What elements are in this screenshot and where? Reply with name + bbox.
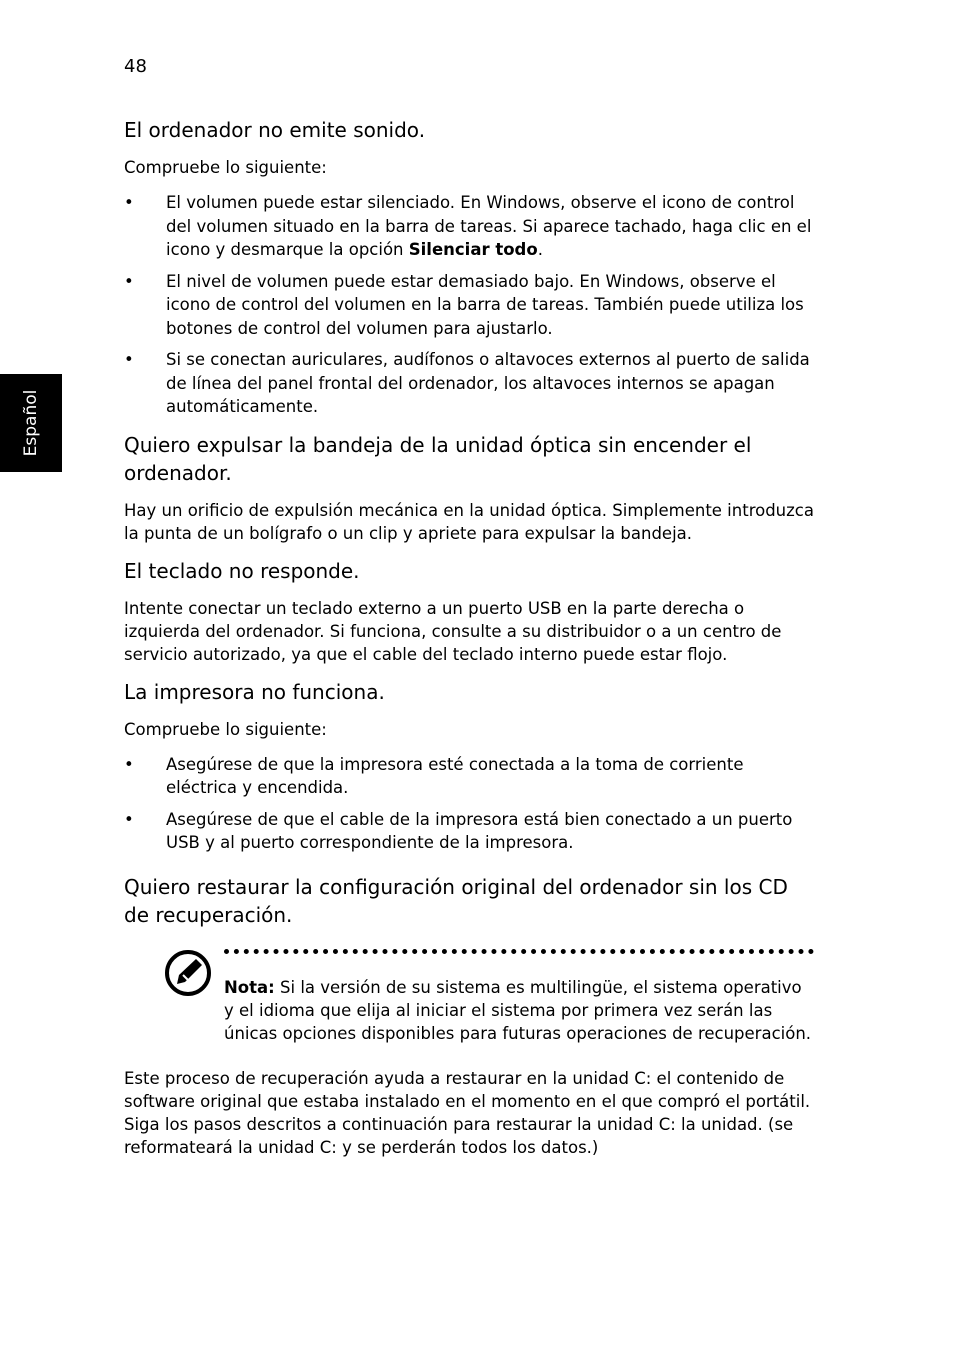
bullet-icon: •: [124, 271, 134, 291]
list-item-text: Si se conectan auriculares, audífonos o altavoces externos al puerto de salida de línea del panel frontal del ordenador, los altavoces internos se apagan automáticamente.: [166, 350, 810, 416]
language-side-tab: [0, 374, 62, 472]
section-intro: Compruebe lo siguiente:: [124, 158, 327, 177]
language-side-tab-label: Español: [21, 389, 41, 457]
note-box: [164, 949, 814, 1045]
page-content: [124, 116, 814, 1171]
bullet-icon: •: [124, 809, 134, 829]
list-item: [124, 348, 814, 419]
section-body: Hay un orificio de expulsión mecánica en la unidad óptica. Simplemente introduzca la punta de un bolígrafo o un clip y apriete para expulsar la bandeja.: [124, 500, 814, 543]
list-item: [124, 270, 814, 341]
note-text: [224, 976, 814, 1045]
note-icon: [164, 949, 212, 997]
list-item-bold: Silenciar todo: [408, 240, 538, 259]
list-item-text: Asegúrese de que el cable de la impresora está bien conectado a un puerto USB y al puerto correspondiente de la impresora.: [166, 809, 793, 852]
bullet-list: [124, 191, 814, 419]
list-item: [124, 808, 814, 855]
list-item-after: .: [537, 240, 543, 259]
section-intro: Compruebe lo siguiente:: [124, 719, 327, 739]
list-item: [124, 191, 814, 262]
bullet-icon: •: [124, 350, 134, 369]
section-body: Este proceso de recuperación ayuda a restaurar en la unidad C: el contenido de software original que estaba instalado en el momento en el que compró el portátil. Siga los pasos descritos a continuación para restaurar la unidad C: la unidad. (se reformateará la unidad C: y se perderán todos los datos.): [124, 1068, 811, 1157]
note-body: Si la versión de su sistema es multilingüe, el sistema operativo y el idioma que elija al iniciar el sistema por primera vez serán las únicas opciones disponibles para futuras operaciones de recuperación.: [224, 977, 812, 1043]
note-label: Nota:: [224, 977, 275, 997]
note-divider: [224, 949, 814, 954]
section-heading: El ordenador no emite sonido.: [124, 118, 426, 142]
section-body: Intente conectar un teclado externo a un puerto USB en la parte derecha o izquierda del ordenador. Si funciona, consulte a su distribuidor o a un centro de servicio autorizado, ya que el cable del teclado interno puede estar flojo.: [124, 598, 782, 664]
section-heading: Quiero restaurar la configuración original del ordenador sin los CD de recuperación.: [124, 874, 788, 927]
bullet-icon: •: [124, 754, 134, 774]
bullet-icon: •: [124, 193, 134, 212]
section-heading: Quiero expulsar la bandeja de la unidad óptica sin encender el ordenador.: [124, 432, 752, 485]
list-item: [124, 753, 814, 800]
list-item-text: Asegúrese de que la impresora esté conectada a la toma de corriente eléctrica y encendida.: [166, 754, 744, 797]
section-heading: La impresora no funciona.: [124, 679, 385, 704]
section-heading: El teclado no responde.: [124, 558, 360, 583]
page-number: 48: [124, 56, 147, 77]
bullet-list: [124, 753, 814, 855]
list-item-text: El nivel de volumen puede estar demasiado bajo. En Windows, observe el icono de control del volumen en la barra de tareas. También puede utiliza los botones de control del volumen para ajustarlo.: [166, 271, 804, 338]
list-item-text: El volumen puede estar silenciado. En Windows, observe el icono de control del volumen situado en la barra de tareas. Si aparece tachado, haga clic en el icono y desmarque la opción: [166, 193, 812, 259]
